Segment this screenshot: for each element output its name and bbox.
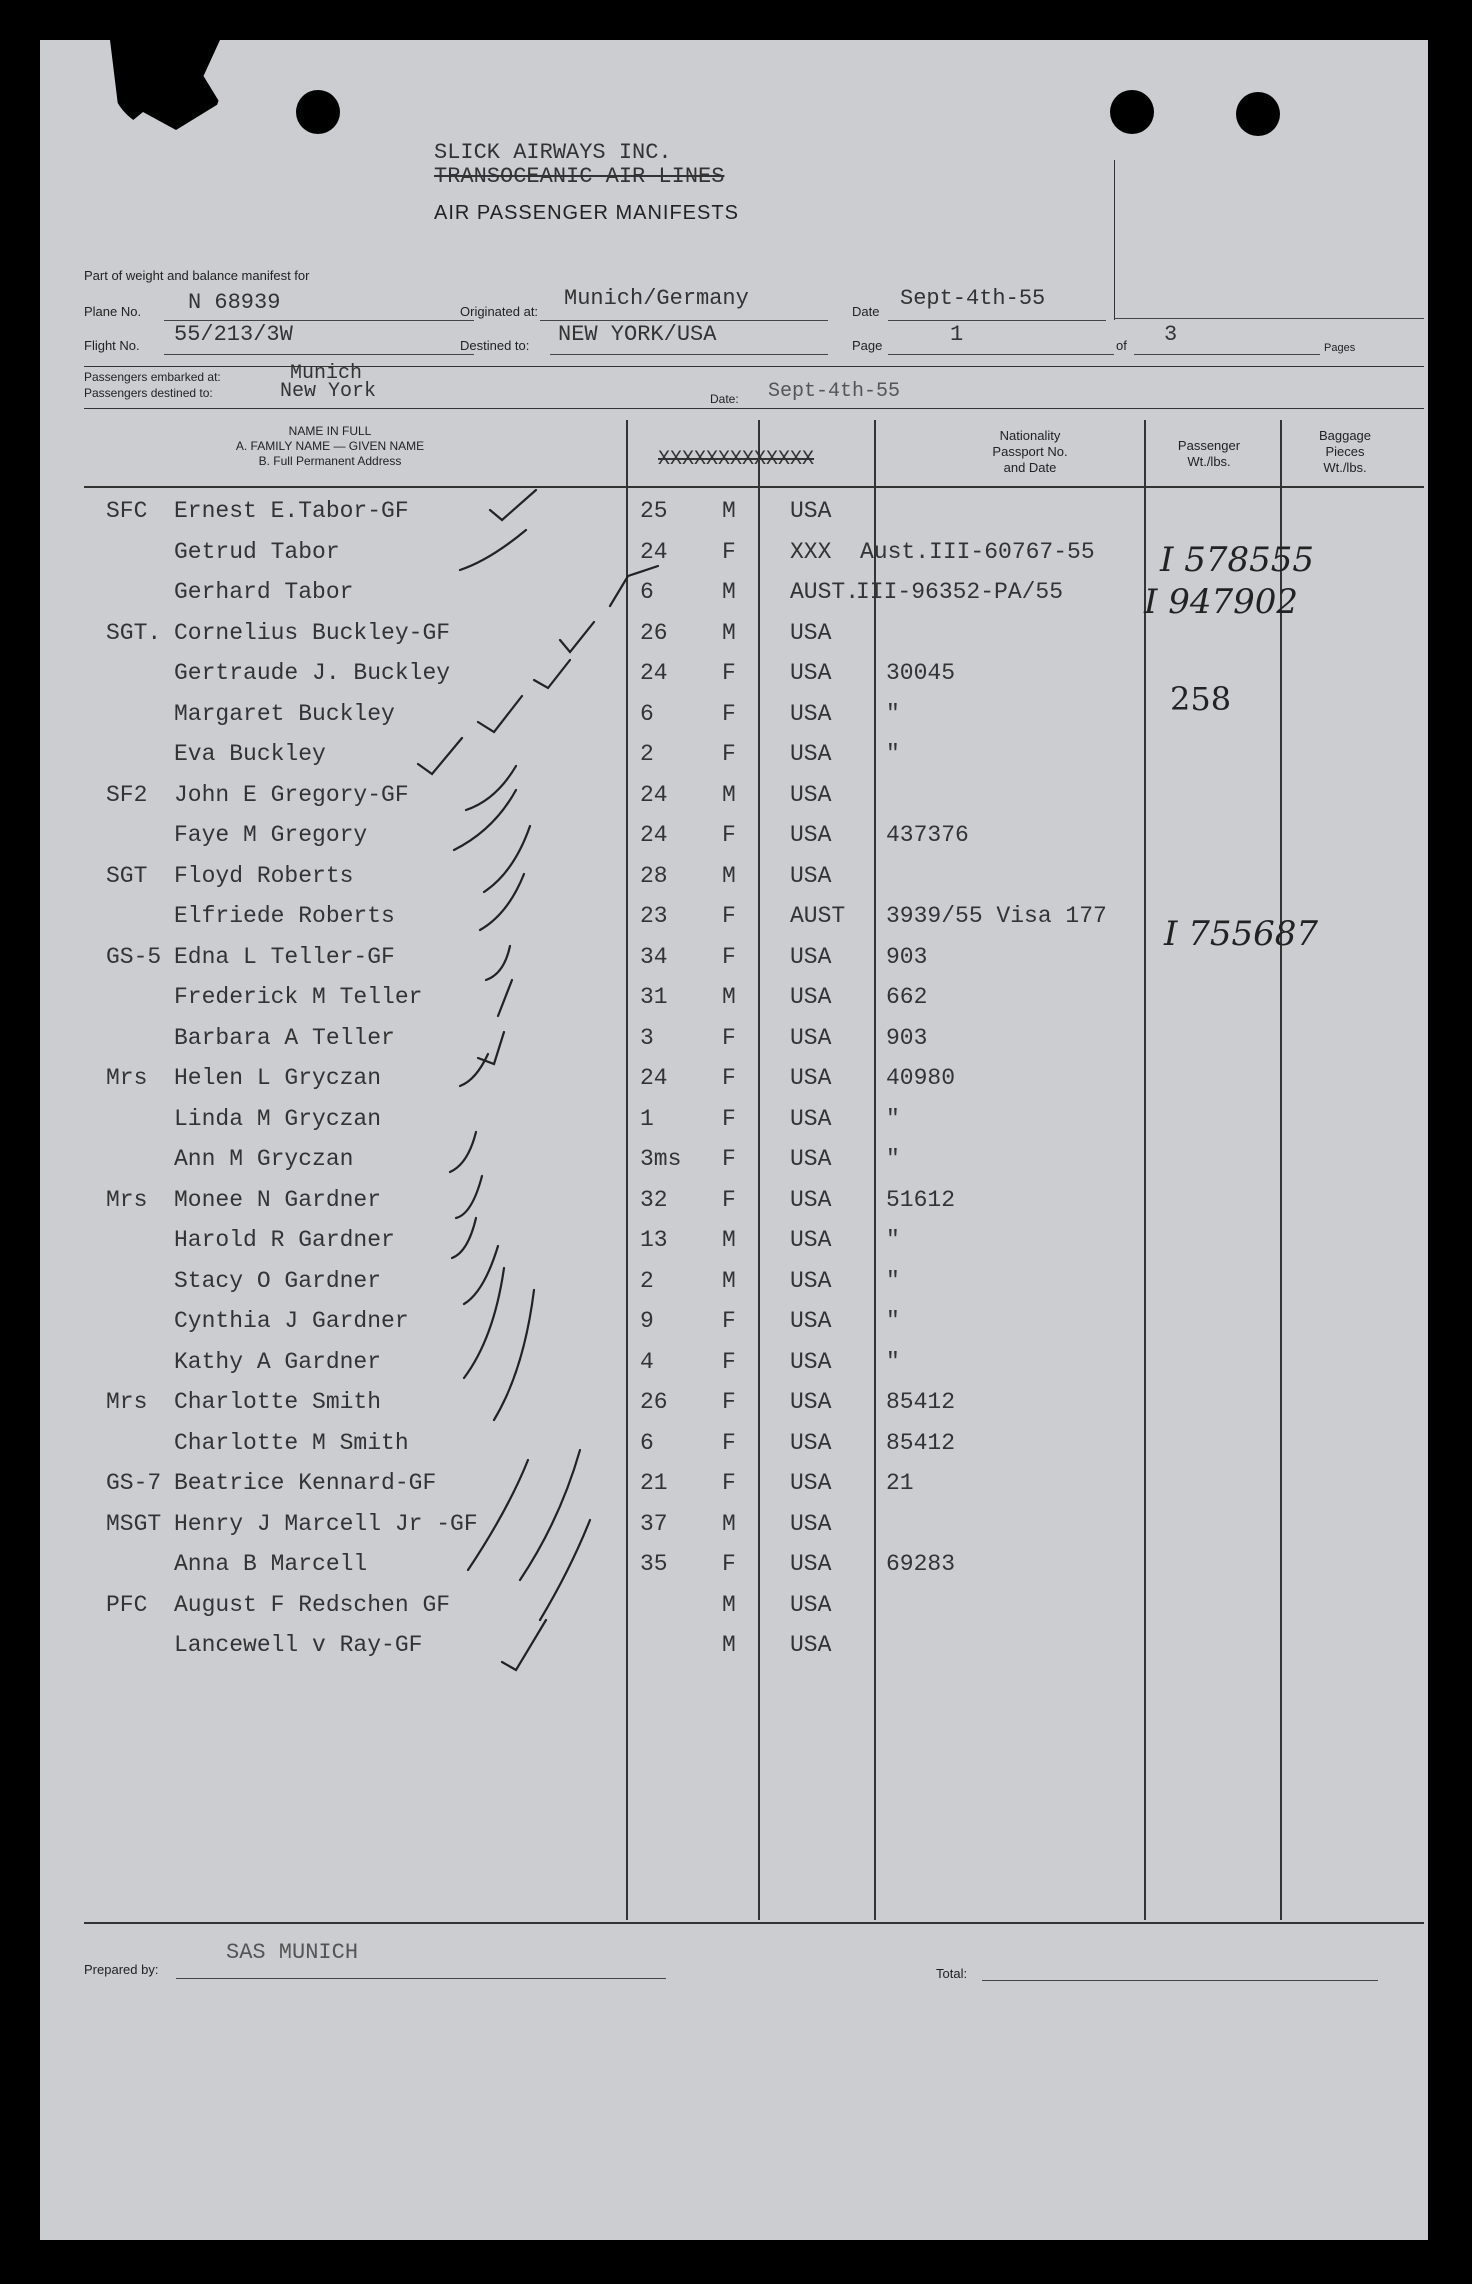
passenger-nationality: USA: [790, 1308, 832, 1334]
check-mark: [478, 696, 522, 732]
passenger-title: Mrs: [106, 1065, 148, 1091]
passenger-name: Eva Buckley: [174, 741, 326, 767]
passenger-nationality: USA: [790, 741, 832, 767]
passenger-sex: F: [722, 1065, 736, 1091]
passenger-name: Barbara A Teller: [174, 1024, 395, 1051]
name-column-header: NAME IN FULL A. FAMILY NAME — GIVEN NAME B. Full Permanent Address: [235, 424, 425, 468]
passenger-passport: ": [886, 1146, 900, 1172]
flight-label: Flight No.: [84, 338, 140, 353]
passenger-sex: F: [722, 943, 736, 970]
passenger-age: 3ms: [640, 1146, 682, 1172]
passenger-passport: 903: [886, 1024, 928, 1051]
passenger-name: Harold R Gardner: [174, 1227, 395, 1253]
passenger-name: Ann M Gryczan: [174, 1146, 354, 1172]
check-mark: [478, 1032, 504, 1064]
manifest-sheet: [40, 40, 1428, 2240]
passenger-nationality: USA: [790, 1065, 832, 1091]
passenger-nationality: USA: [790, 1024, 832, 1051]
passenger-age: 4: [640, 1348, 654, 1375]
check-marks: [40, 40, 1428, 2240]
pages-label: Pages: [1324, 342, 1356, 354]
struck-company-name: TRANSOCEANIC AIR LINES: [434, 164, 725, 189]
passenger-nationality: USA: [790, 781, 832, 808]
passenger-sex: M: [722, 1591, 736, 1618]
passenger-passport: ": [886, 1267, 900, 1294]
date2-value: Sept-4th-55: [768, 380, 901, 403]
passenger-passport: 51612: [886, 1186, 956, 1213]
passenger-name: Kathy A Gardner: [174, 1348, 382, 1375]
passenger-sex: F: [722, 660, 736, 686]
pages-total: 3: [1164, 322, 1178, 347]
check-mark: [450, 1132, 476, 1172]
check-mark: [468, 1460, 528, 1570]
date-value: Sept-4th-55: [900, 286, 1046, 311]
passenger-title: Mrs: [106, 1186, 148, 1213]
handwritten-note: I 947902: [1144, 582, 1299, 622]
passenger-name: Charlotte Smith: [174, 1389, 382, 1415]
originated-label: Originated at:: [460, 304, 539, 319]
passenger-age: 35: [640, 1551, 668, 1577]
passenger-nationality: AUST.: [790, 579, 860, 605]
passenger-sex: F: [722, 1186, 736, 1213]
passenger-name: Floyd Roberts: [174, 862, 354, 889]
passenger-nationality: USA: [790, 1591, 832, 1618]
passenger-sex: F: [722, 1105, 736, 1132]
passenger-title: Mrs: [106, 1389, 148, 1415]
passenger-passport: 3939/55 Visa 177: [886, 903, 1107, 929]
check-mark: [452, 1218, 476, 1258]
passenger-age: 24: [640, 538, 668, 565]
passenger-age: 24: [640, 781, 668, 808]
passenger-nationality: USA: [790, 862, 832, 889]
passenger-name: Charlotte M Smith: [174, 1429, 409, 1456]
destined-label: Destined to:: [460, 338, 530, 353]
footer-rule: [84, 1922, 1424, 1924]
passenger-passport: 85412: [886, 1389, 956, 1415]
check-mark: [454, 790, 516, 850]
passenger-nationality: USA: [790, 1267, 832, 1294]
passenger-sex: F: [722, 903, 736, 929]
passenger-name: Cynthia J Gardner: [174, 1308, 409, 1334]
passenger-age: 2: [640, 741, 654, 767]
check-mark: [486, 946, 510, 980]
passenger-passport: ": [886, 741, 900, 767]
passenger-title: PFC: [106, 1591, 148, 1618]
passenger-age: 25: [640, 498, 668, 524]
plane-label: Plane No.: [84, 304, 142, 319]
passenger-sex: F: [722, 1389, 736, 1415]
passenger-sex: M: [722, 619, 736, 646]
passenger-name: Stacy O Gardner: [174, 1267, 382, 1294]
passenger-name: Faye M Gregory: [174, 822, 368, 848]
passenger-name: Beatrice Kennard-GF: [174, 1470, 437, 1496]
passenger-age: 37: [640, 1510, 668, 1537]
passenger-name: Lancewell v Ray-GF: [174, 1632, 423, 1658]
baggage-column-header: Baggage Pieces Wt./lbs.: [1318, 428, 1372, 475]
passenger-age: 28: [640, 862, 668, 889]
passenger-passport: 85412: [886, 1429, 956, 1456]
handwritten-note: I 578555: [1160, 540, 1315, 580]
passenger-sex: M: [722, 579, 736, 605]
passenger-sex: F: [722, 1429, 736, 1456]
passenger-sex: F: [722, 822, 736, 848]
passenger-passport: 21: [886, 1470, 914, 1496]
flight-number: 55/213/3W: [174, 322, 293, 347]
embarked-label: Passengers embarked at:: [84, 370, 221, 384]
passenger-nationality: USA: [790, 1510, 832, 1537]
passenger-age: 24: [640, 822, 668, 848]
check-mark: [502, 1620, 546, 1670]
originated-value: Munich/Germany: [564, 286, 749, 311]
passenger-age: 2: [640, 1267, 654, 1294]
passenger-passport: ": [886, 1308, 900, 1334]
passenger-nationality: USA: [790, 1186, 832, 1213]
passenger-age: 13: [640, 1227, 668, 1253]
passenger-sex: F: [722, 1308, 736, 1334]
passenger-nationality: USA: [790, 943, 832, 970]
check-mark: [490, 490, 536, 520]
plane-number: N 68939: [188, 290, 281, 315]
passenger-name: August F Redschen GF: [174, 1591, 451, 1618]
passenger-name: Gertraude J. Buckley: [174, 660, 451, 686]
date-label: Date: [852, 304, 880, 319]
date2-label: Date:: [710, 392, 739, 406]
check-mark: [534, 660, 570, 688]
of-label: of: [1116, 338, 1127, 353]
passenger-title: GS-7: [106, 1470, 162, 1496]
prepared-by: SAS MUNICH: [226, 1940, 359, 1965]
passenger-nationality: USA: [790, 498, 832, 524]
passenger-sex: F: [722, 741, 736, 767]
part-label: Part of weight and balance manifest for: [84, 268, 310, 283]
passenger-title: SGT: [106, 862, 148, 889]
passenger-nationality: USA: [790, 619, 832, 646]
passenger-age: 31: [640, 984, 668, 1010]
passenger-sex: F: [722, 1470, 736, 1496]
total-label: Total:: [936, 1966, 968, 1981]
passenger-age: 1: [640, 1105, 654, 1132]
passenger-title: SF2: [106, 781, 148, 808]
page-number: 1: [950, 322, 964, 347]
passenger-nationality: USA: [790, 1551, 832, 1577]
passenger-nationality: USA: [790, 1105, 832, 1132]
company-name: SLICK AIRWAYS INC.: [434, 140, 672, 165]
nationality-column-header: Nationality Passport No. and Date: [992, 428, 1068, 475]
passenger-name: Gerhard Tabor: [174, 579, 354, 605]
passenger-passport: 662: [886, 984, 928, 1010]
passenger-sex: F: [722, 1024, 736, 1051]
passenger-passport: 437376: [886, 822, 969, 848]
passenger-sex: M: [722, 498, 736, 524]
passenger-age: 26: [640, 619, 668, 646]
page-title: AIR PASSENGER MANIFESTS: [434, 202, 739, 224]
page-label: Page: [852, 338, 883, 353]
passenger-title: MSGT: [106, 1510, 162, 1537]
check-mark: [464, 1246, 498, 1304]
passenger-title: GS-5: [106, 943, 162, 970]
destined-value: NEW YORK/USA: [558, 322, 717, 347]
passenger-sex: M: [722, 1632, 736, 1658]
check-mark: [418, 738, 462, 774]
passenger-name: Linda M Gryczan: [174, 1105, 382, 1132]
passenger-name: Getrud Tabor: [174, 538, 340, 565]
check-mark: [464, 1268, 504, 1378]
passenger-passport: ": [886, 1227, 900, 1253]
passenger-passport: 69283: [886, 1551, 956, 1577]
passenger-nationality: USA: [790, 822, 832, 848]
passenger-name: Cornelius Buckley-GF: [174, 619, 451, 646]
passenger-nationality: AUST: [790, 903, 846, 929]
passenger-name: Helen L Gryczan: [174, 1065, 382, 1091]
check-mark: [460, 530, 526, 570]
check-mark: [456, 1176, 482, 1218]
passenger-age: 32: [640, 1186, 668, 1213]
passenger-age: 6: [640, 579, 654, 605]
passenger-name: Ernest E.Tabor-GF: [174, 498, 409, 524]
check-mark: [560, 622, 594, 652]
passenger-nationality: USA: [790, 1348, 832, 1375]
passenger-age: 21: [640, 1470, 668, 1496]
passenger-sex: F: [722, 1146, 736, 1172]
passenger-age: 6: [640, 1429, 654, 1456]
passenger-age: 3: [640, 1024, 654, 1051]
passenger-age: 26: [640, 1389, 668, 1415]
passenger-passport: 40980: [886, 1065, 956, 1091]
passenger-name: Monee N Gardner: [174, 1186, 382, 1213]
passenger-age: 6: [640, 700, 654, 727]
check-mark: [484, 826, 530, 892]
passenger-sex: F: [722, 1348, 736, 1375]
struck-column-header: XXXXXXXXXXXXX: [658, 448, 815, 471]
check-mark: [494, 1290, 534, 1420]
passenger-nationality: USA: [790, 700, 832, 727]
passenger-nationality: USA: [790, 1470, 832, 1496]
prepared-label: Prepared by:: [84, 1962, 159, 1977]
passenger-passport: 30045: [886, 660, 956, 686]
passenger-name: Margaret Buckley: [174, 700, 395, 727]
passenger-title: SFC: [106, 498, 148, 524]
passenger-nationality: XXX: [790, 538, 832, 565]
passenger-nationality: USA: [790, 1227, 832, 1253]
passenger-column-header: Passenger Wt./lbs.: [1177, 438, 1241, 469]
passenger-nationality: USA: [790, 1389, 832, 1415]
passenger-nationality: USA: [790, 1146, 832, 1172]
check-mark: [480, 874, 524, 930]
passenger-nationality: USA: [790, 660, 832, 686]
passenger-passport: ": [886, 1105, 900, 1132]
passenger-sex: M: [722, 1267, 736, 1294]
passenger-age: 24: [640, 1065, 668, 1091]
embarked-value: Munich: [290, 362, 363, 385]
passenger-sex: F: [722, 1551, 736, 1577]
handwritten-note: 258: [1170, 680, 1232, 718]
passenger-passport: 903: [886, 943, 928, 970]
handwritten-note: I 755687: [1164, 914, 1319, 954]
destined-pass-value: New York: [280, 380, 377, 403]
check-mark: [460, 1054, 488, 1086]
destined-pass-label: Passengers destined to:: [84, 386, 213, 400]
passenger-sex: F: [722, 700, 736, 727]
passenger-name: Edna L Teller-GF: [174, 943, 395, 970]
passenger-sex: M: [722, 862, 736, 889]
passenger-age: 23: [640, 903, 668, 929]
passenger-sex: F: [722, 538, 736, 565]
passenger-nationality: USA: [790, 1429, 832, 1456]
passenger-age: 24: [640, 660, 668, 686]
check-mark: [610, 566, 658, 606]
passenger-sex: M: [722, 781, 736, 808]
passenger-age: 9: [640, 1308, 654, 1334]
passenger-sex: M: [722, 1227, 736, 1253]
passenger-name: John E Gregory-GF: [174, 781, 409, 808]
passenger-passport: Aust.III-60767-55: [860, 538, 1095, 565]
passenger-name: Frederick M Teller: [174, 984, 423, 1010]
passenger-name: Elfriede Roberts: [174, 903, 395, 929]
passenger-passport: III-96352-PA/55: [856, 579, 1064, 605]
passenger-name: Anna B Marcell: [174, 1551, 368, 1577]
passenger-age: 34: [640, 943, 668, 970]
passenger-passport: ": [886, 700, 900, 727]
passenger-sex: M: [722, 1510, 736, 1537]
passenger-title: SGT.: [106, 619, 162, 646]
passenger-sex: M: [722, 984, 736, 1010]
passenger-passport: ": [886, 1348, 900, 1375]
check-mark: [498, 980, 512, 1016]
passenger-nationality: USA: [790, 984, 832, 1010]
passenger-name: Henry J Marcell Jr -GF: [174, 1510, 478, 1537]
passenger-nationality: USA: [790, 1632, 832, 1658]
